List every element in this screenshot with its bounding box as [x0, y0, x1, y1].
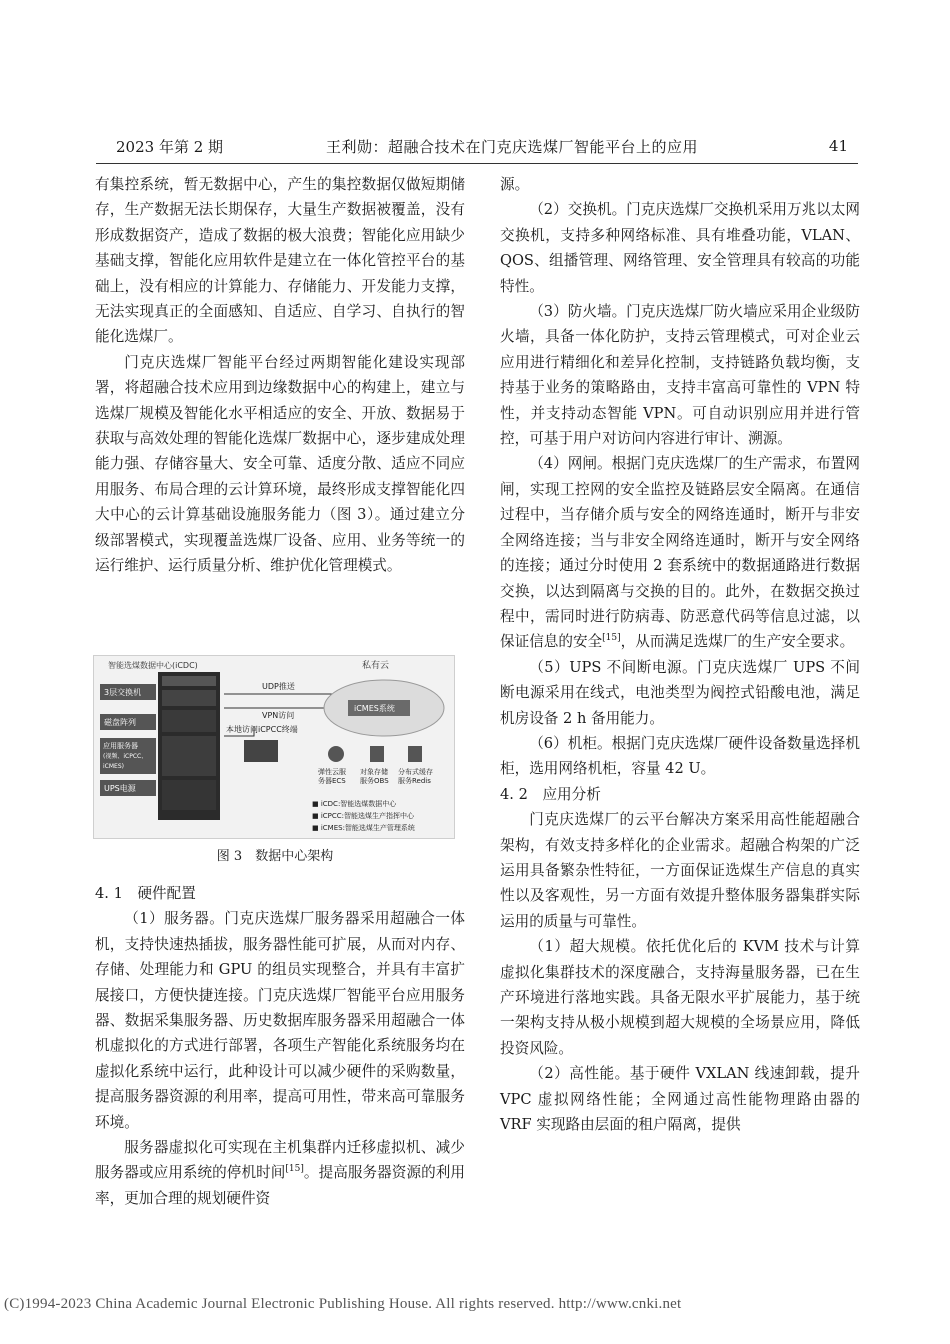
icpcc-label: iCPCC终端: [258, 725, 298, 734]
redis-label-1: 分布式缓存: [398, 768, 433, 776]
section-heading-4-2: 4. 2 应用分析: [500, 785, 601, 803]
cdc-title: 智能选煤数据中心(iCDC): [108, 661, 198, 670]
paragraph: （2）高性能。基于硬件 VXLAN 线速卸载，提升 VPC 虚拟网络性能；全网通过高性能物理路由器的 VRF 实现路由层面的租户隔离，提供: [500, 1065, 860, 1134]
paragraph-text: 服务器虚拟化可实现在主机集群内迁移虚拟机、减少服务器或应用系统的停机时间: [95, 1139, 465, 1182]
label-ups-text: UPS电源: [104, 784, 136, 793]
label-disk-text: 磁盘阵列: [104, 718, 136, 727]
article-running-title: 王利勋：超融合技术在门克庆选煤厂智能平台上的应用: [326, 138, 699, 156]
paragraph-text: ，从而满足选煤厂的生产安全要求。: [620, 633, 855, 651]
legend-icdc: ■ iCDC:智能选煤数据中心: [312, 800, 397, 808]
paragraph: [500, 451, 860, 654]
label-switch-text: 3层交换机: [104, 688, 142, 697]
paragraph: [95, 1135, 465, 1211]
paragraph-text: 。提高服务器资源的利用率，更加合理的规划硬件资: [95, 1164, 465, 1207]
label-app-server-line1: 应用服务器: [103, 742, 138, 750]
obs-icon: [370, 746, 384, 762]
section-heading-4-1: 4. 1 硬件配置: [95, 885, 196, 902]
right-column: [500, 172, 860, 1137]
page-number: 41: [828, 137, 848, 155]
ecs-label-1: 弹性云服: [318, 768, 346, 776]
redis-icon: [408, 746, 422, 762]
paragraph: 源。: [500, 176, 530, 193]
legend-icmes: ■ iCMES:智能选煤生产管理系统: [312, 824, 415, 832]
udp-label: UDP推送: [262, 682, 295, 691]
left-column-lower: [95, 881, 465, 1211]
paragraph: 门克庆选煤厂的云平台解决方案采用高性能超融合架构，有效支持多样化的企业需求。超融合构架的广泛运用具备繁杂性特征，一方面保证选煤生产信息的真实性以及客观性，另一方面有效提升整体服务器集群实际运用的质量与可靠性。: [500, 811, 860, 930]
ecs-icon: [328, 746, 344, 762]
cloud-title: 私有云: [362, 661, 390, 671]
paragraph-text: （4）网闸。根据门克庆选煤厂的生产需求，布置网闸，实现工控网的安全监控及链路层安全隔离。在通信过程中，当存储介质与安全的网络连通时，断开与非安全网络连接；当与非安全网络连通时，断开与安全网络的连接；通过分时使用 2 套系统中的数据通路进行数据交换，以达到隔离与交换的目的。此外，在数据交换过程中，需同时进行防病毒、防恶意代码等信息过滤，以保证信息的安全: [500, 455, 860, 651]
running-header: [96, 133, 856, 161]
ecs-label-2: 务器ECS: [318, 777, 346, 785]
icmes-box-label: iCMES系统: [354, 704, 395, 713]
copyright-footer: (C)1994-2023 China Academic Journal Electronic Publishing House. All rights reserved. http://www.cnki.net: [4, 1296, 682, 1312]
citation: [15]: [602, 633, 621, 644]
label-app-server-line3: iCMES): [103, 763, 124, 770]
paragraph: （5）UPS 不间断电源。门克庆选煤厂 UPS 不间断电源采用在线式，电池类型为阀控式铅酸电池，满足机房设备 2 h 备用能力。: [500, 658, 860, 727]
obs-label-1: 对象存储: [360, 768, 388, 776]
local-label: 本地访问: [226, 725, 258, 734]
figure-caption: 图 3 数据中心架构: [216, 849, 334, 864]
paragraph: （6）机柜。根据门克庆选煤厂硬件设备数量选择机柜，选用网络机柜，容量 42 U。: [500, 734, 860, 778]
obs-label-2: 服务OBS: [360, 777, 389, 785]
redis-label-2: 服务Redis: [398, 777, 431, 785]
figure-3: [93, 655, 455, 839]
vpn-label: VPN访问: [262, 711, 295, 720]
paragraph: 门克庆选煤厂智能平台经过两期智能化建设实现部署，将超融合技术应用到边缘数据中心的构建上，建立与选煤厂规模及智能化水平相适应的安全、开放、数据易于获取与高效处理的智能化选煤厂数据中心，逐步建成处理能力强、存储容量大、安全可靠、适度分散、适应不同应用服务、布局合理的云计算环境，最终形成支撑智能化四大中心的云计算基础设施服务能力（图 3）。通过建立分级部署模式，实现覆盖选煤厂设备、应用、业务等统一的运行维护、运行质量分析、维护优化管理模式。: [95, 353, 465, 575]
terminal-icon: [244, 740, 278, 762]
paragraph: 有集控系统，暂无数据中心，产生的集控数据仅做短期储存，生产数据无法长期保存，大量生产数据被覆盖，没有形成数据资产，造成了数据的极大浪费；智能化应用缺少基础支撑，智能化应用软件是建立在一体化管控平台的基础上，没有相应的计算能力、存储能力、开发能力支撑，无法实现真正的全面感知、自适应、自学习、自执行的智能化选煤厂。: [95, 176, 465, 346]
label-app-server-line2: (视频、iCPCC、: [103, 753, 148, 760]
paragraph: （1）超大规模。依托优化后的 KVM 技术与计算虚拟化集群技术的深度融合，支持海量服务器，已在生产环境进行落地实践。具备无限水平扩展能力，基于统一架构支持从极小规模到超大规模的全场景应用，降低投资风险。: [500, 938, 860, 1057]
left-column: [95, 172, 465, 579]
citation: [15]: [285, 1164, 304, 1175]
paragraph: （3）防火墙。门克庆选煤厂防火墙应采用企业级防火墙，具备一体化防护，支持云管理模式，可对企业云应用进行精细化和差异化控制，支持链路负载均衡，支持基于业务的策略路由，支持丰富高可靠性的 VPN 特性，并支持动态智能 VPN。可自动识别应用并进行管控，可基于用户对访问内容进行审计、溯源。: [500, 303, 860, 448]
journal-issue: 2023 年第 2 期: [116, 138, 224, 156]
paragraph: （2）交换机。门克庆选煤厂交换机采用万兆以太网交换机，支持多种网络标准、具有堆叠功能，VLAN、QOS、组播管理、网络管理、安全管理具有较高的功能特性。: [500, 201, 860, 295]
paragraph: （1）服务器。门克庆选煤厂服务器采用超融合一体机，支持快速热插拔，服务器性能可扩展，从而对内存、存储、处理能力和 GPU 的组员实现整合，并具有丰富扩展接口，方便快捷连接。门克庆选煤厂智能平台应用服务器、数据采集服务器、历史数据库服务器采用超融合一体机虚拟化的方式进行部署，各项生产智能化系统服务均在虚拟化系统中运行，此种设计可以减少硬件的采购数量，提高服务器资源的利用率，提高可用性，带来高可靠服务环境。: [95, 910, 465, 1131]
legend-icpcc: ■ iCPCC:智能选煤生产指挥中心: [312, 812, 415, 820]
header-rule: [96, 163, 858, 164]
architecture-diagram: [94, 656, 456, 840]
